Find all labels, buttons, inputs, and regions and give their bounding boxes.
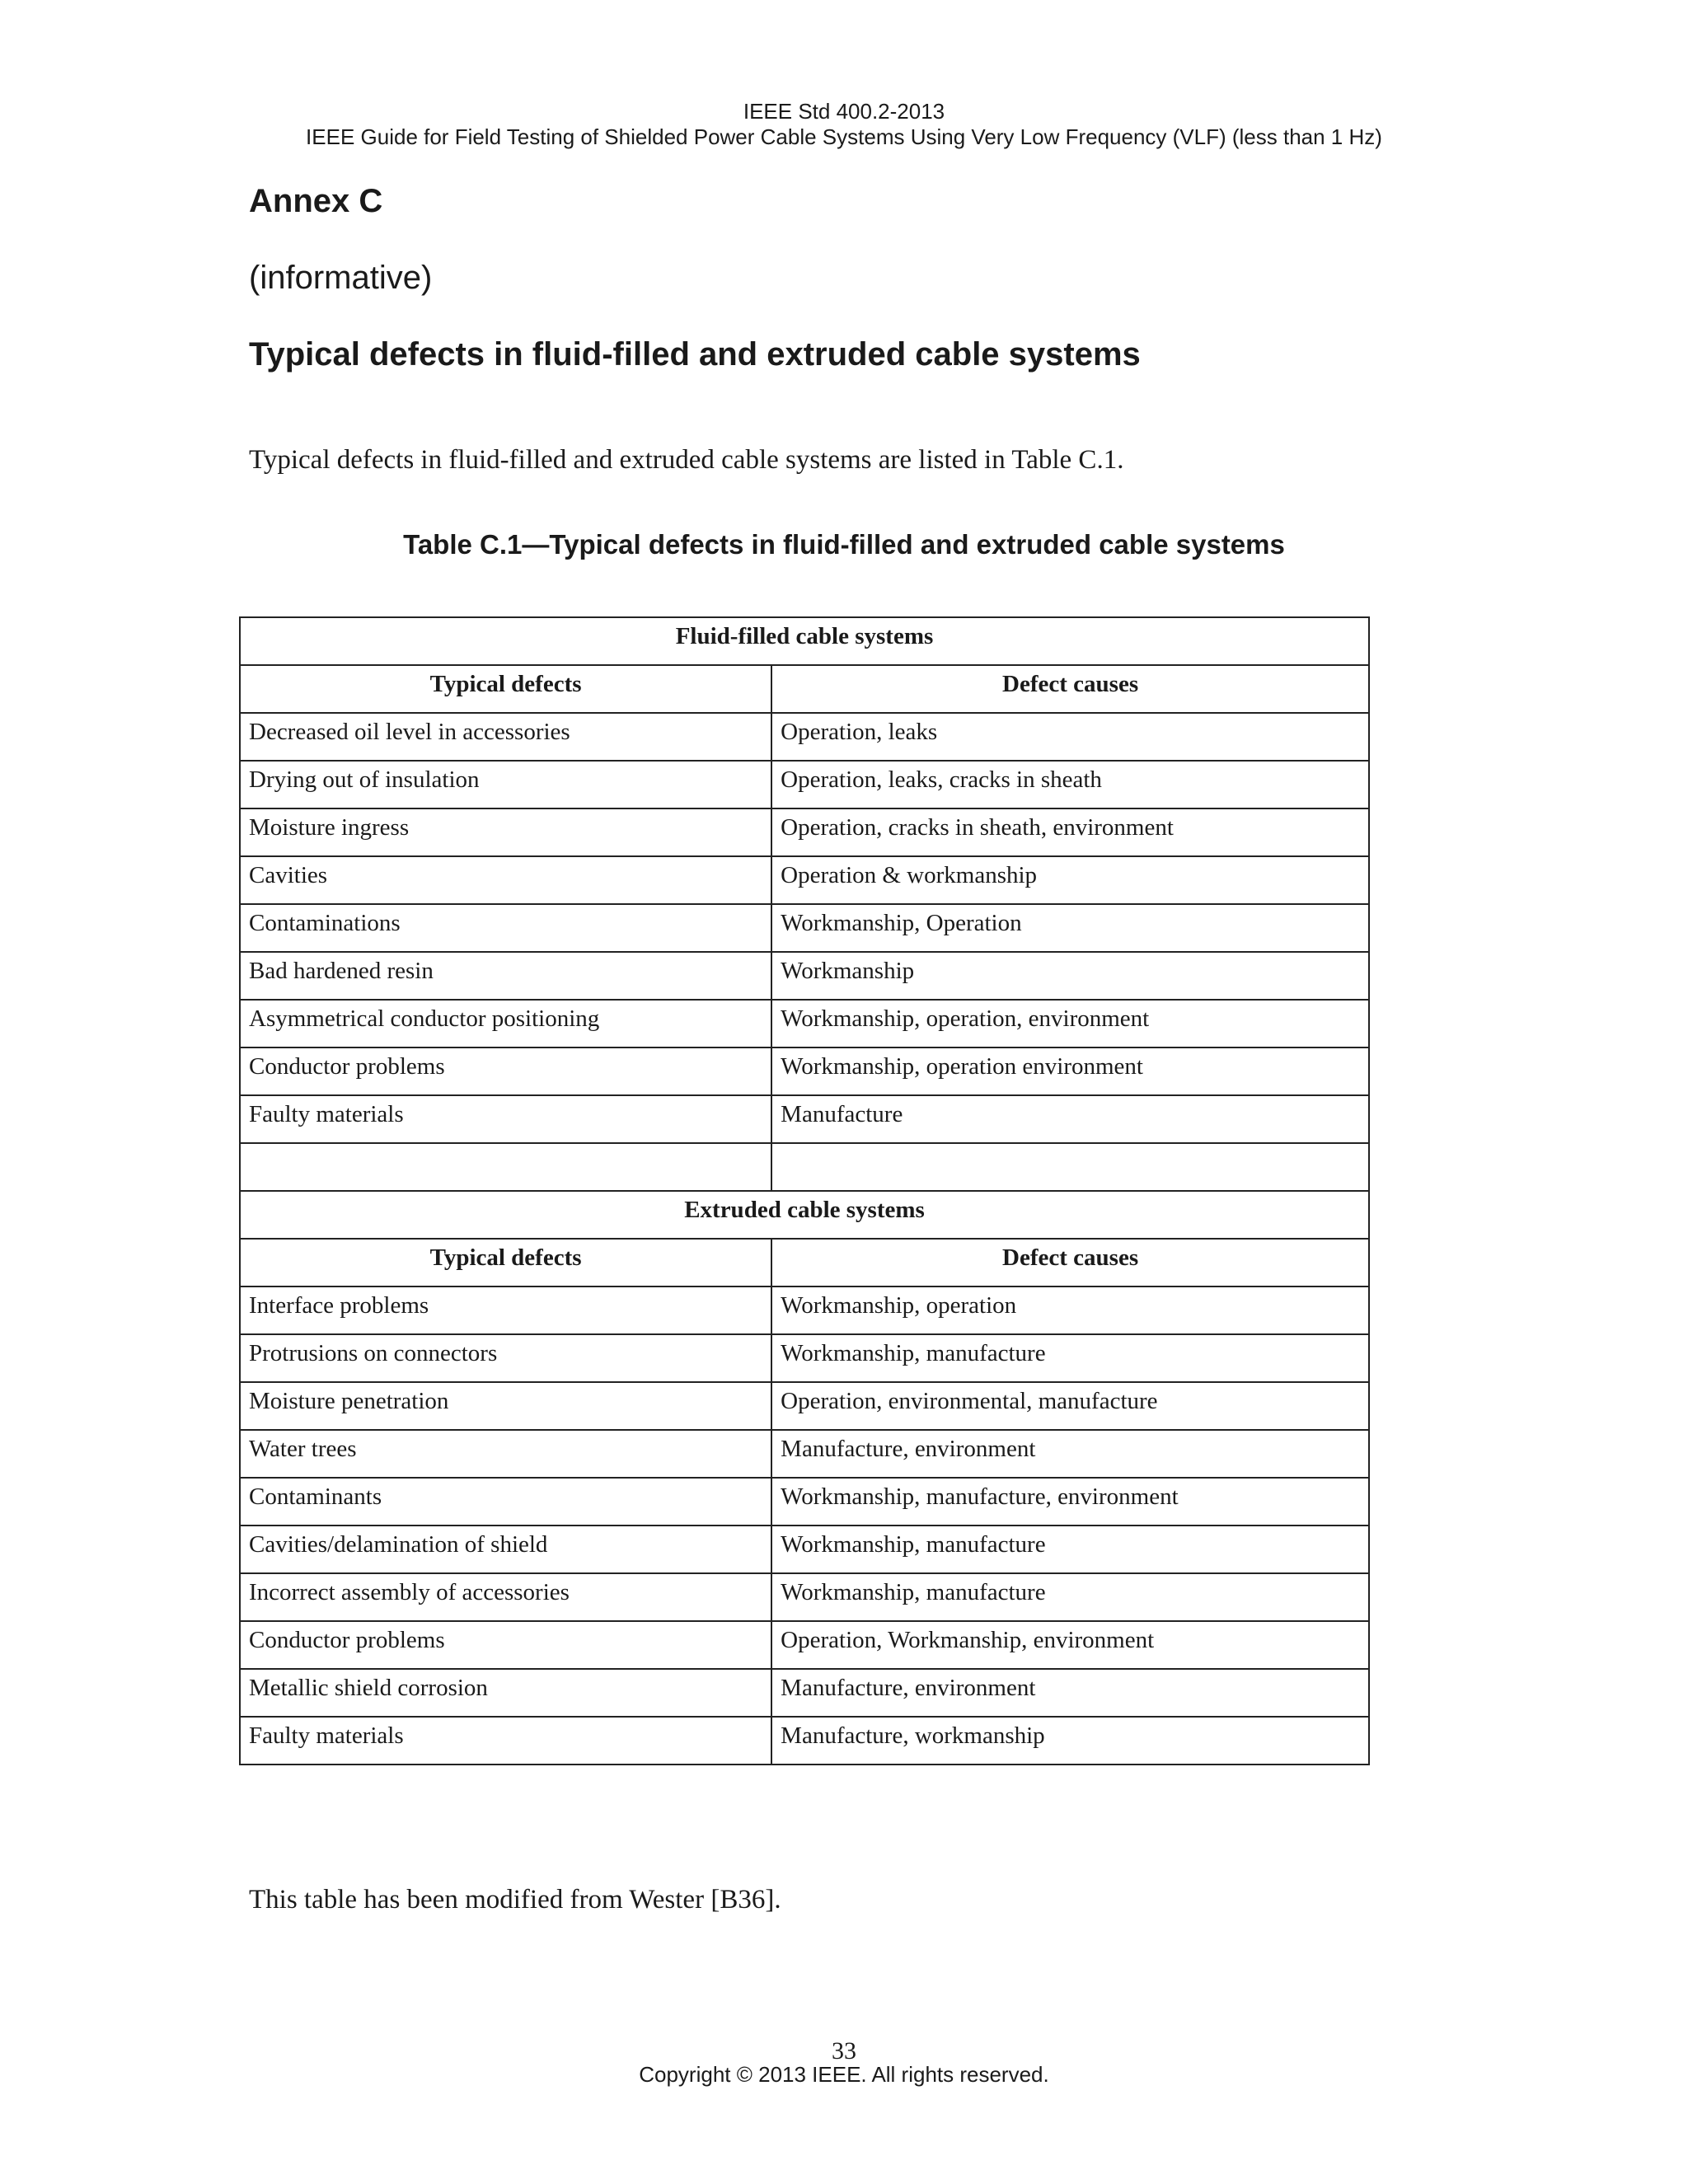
table-row: [240, 808, 1369, 856]
fluid-filled-title: Fluid-filled cable systems: [240, 617, 1369, 665]
defect-cell: Moisture ingress: [240, 808, 771, 856]
cause-cell: Manufacture: [771, 1095, 1369, 1143]
defects-table: [239, 616, 1370, 1765]
cause-cell: Workmanship, manufacture: [771, 1334, 1369, 1382]
page-number: 33: [832, 2037, 856, 2064]
column-header-row: [240, 1239, 1369, 1286]
cause-cell: Manufacture, environment: [771, 1669, 1369, 1717]
table-row: [240, 1478, 1369, 1526]
table-row: [240, 856, 1369, 904]
intro-paragraph: Typical defects in fluid-filled and extruded cable systems are listed in Table C.1.: [249, 445, 1124, 475]
defect-cell: Faulty materials: [240, 1095, 771, 1143]
table-row: [240, 1430, 1369, 1478]
table-row: [240, 1047, 1369, 1095]
typical-defects-header: Typical defects: [240, 1239, 771, 1286]
table-row: [240, 1095, 1369, 1143]
table-row: [240, 904, 1369, 952]
cause-cell: Workmanship: [771, 952, 1369, 1000]
section-title-row: [240, 1191, 1369, 1239]
cause-cell: Operation, Workmanship, environment: [771, 1621, 1369, 1669]
cause-cell: Manufacture, environment: [771, 1430, 1369, 1478]
table-row: [240, 1526, 1369, 1573]
table-row: [240, 761, 1369, 808]
annex-label: Annex C: [249, 183, 383, 219]
extruded-title: Extruded cable systems: [240, 1191, 1369, 1239]
defect-cell: Interface problems: [240, 1286, 771, 1334]
cause-cell: Operation, cracks in sheath, environment: [771, 808, 1369, 856]
defect-cell: Cavities: [240, 856, 771, 904]
guide-title: IEEE Guide for Field Testing of Shielded Power Cable Systems Using Very Low Frequency (VLF) (less than 1 Hz): [306, 124, 1382, 149]
annex-status: (informative): [249, 260, 433, 296]
defect-cell: Drying out of insulation: [240, 761, 771, 808]
table-row: [240, 1286, 1369, 1334]
cause-cell: Workmanship, manufacture, environment: [771, 1478, 1369, 1526]
table-row: [240, 952, 1369, 1000]
defect-cell: Water trees: [240, 1430, 771, 1478]
extruded-section: [240, 1191, 1369, 1765]
annex-title: Typical defects in fluid-filled and extruded cable systems: [249, 336, 1141, 373]
column-header-row: [240, 665, 1369, 713]
defect-cell: Conductor problems: [240, 1621, 771, 1669]
table-row: [240, 1334, 1369, 1382]
cause-cell: Operation & workmanship: [771, 856, 1369, 904]
table-row: [240, 1573, 1369, 1621]
table-row: [240, 1717, 1369, 1765]
table-row: [240, 1000, 1369, 1047]
cause-cell: [771, 1143, 1369, 1191]
cause-cell: Workmanship, operation, environment: [771, 1000, 1369, 1047]
defect-causes-header: Defect causes: [771, 665, 1369, 713]
defect-cell: Protrusions on connectors: [240, 1334, 771, 1382]
cause-cell: Operation, leaks: [771, 713, 1369, 761]
defect-cell: Cavities/delamination of shield: [240, 1526, 771, 1573]
cause-cell: Workmanship, manufacture: [771, 1573, 1369, 1621]
defect-cell: Metallic shield corrosion: [240, 1669, 771, 1717]
defect-cell: Asymmetrical conductor positioning: [240, 1000, 771, 1047]
defect-cell: Incorrect assembly of accessories: [240, 1573, 771, 1621]
table-caption: Table C.1—Typical defects in fluid-filled and extruded cable systems: [403, 529, 1285, 560]
cause-cell: Workmanship, manufacture: [771, 1526, 1369, 1573]
cause-cell: Workmanship, Operation: [771, 904, 1369, 952]
defect-cell: Faulty materials: [240, 1717, 771, 1765]
cause-cell: Manufacture, workmanship: [771, 1717, 1369, 1765]
defect-cell: Contaminations: [240, 904, 771, 952]
defect-cell: Decreased oil level in accessories: [240, 713, 771, 761]
cause-cell: Workmanship, operation: [771, 1286, 1369, 1334]
running-header: [0, 99, 1688, 150]
cause-cell: Operation, leaks, cracks in sheath: [771, 761, 1369, 808]
typical-defects-header: Typical defects: [240, 665, 771, 713]
copyright-notice: Copyright © 2013 IEEE. All rights reserved.: [639, 2062, 1049, 2087]
defect-cell: Bad hardened resin: [240, 952, 771, 1000]
defect-cell: [240, 1143, 771, 1191]
table-row: [240, 713, 1369, 761]
fluid-filled-section: [240, 617, 1369, 1191]
defect-causes-header: Defect causes: [771, 1239, 1369, 1286]
defect-cell: Moisture penetration: [240, 1382, 771, 1430]
table-row: [240, 1382, 1369, 1430]
defect-cell: Conductor problems: [240, 1047, 771, 1095]
cause-cell: Workmanship, operation environment: [771, 1047, 1369, 1095]
table-source-note: This table has been modified from Wester [B36].: [249, 1885, 781, 1915]
table-row-empty: [240, 1143, 1369, 1191]
section-title-row: [240, 617, 1369, 665]
table-row: [240, 1669, 1369, 1717]
defect-cell: Contaminants: [240, 1478, 771, 1526]
table-row: [240, 1621, 1369, 1669]
standard-number: IEEE Std 400.2-2013: [743, 99, 945, 124]
cause-cell: Operation, environmental, manufacture: [771, 1382, 1369, 1430]
